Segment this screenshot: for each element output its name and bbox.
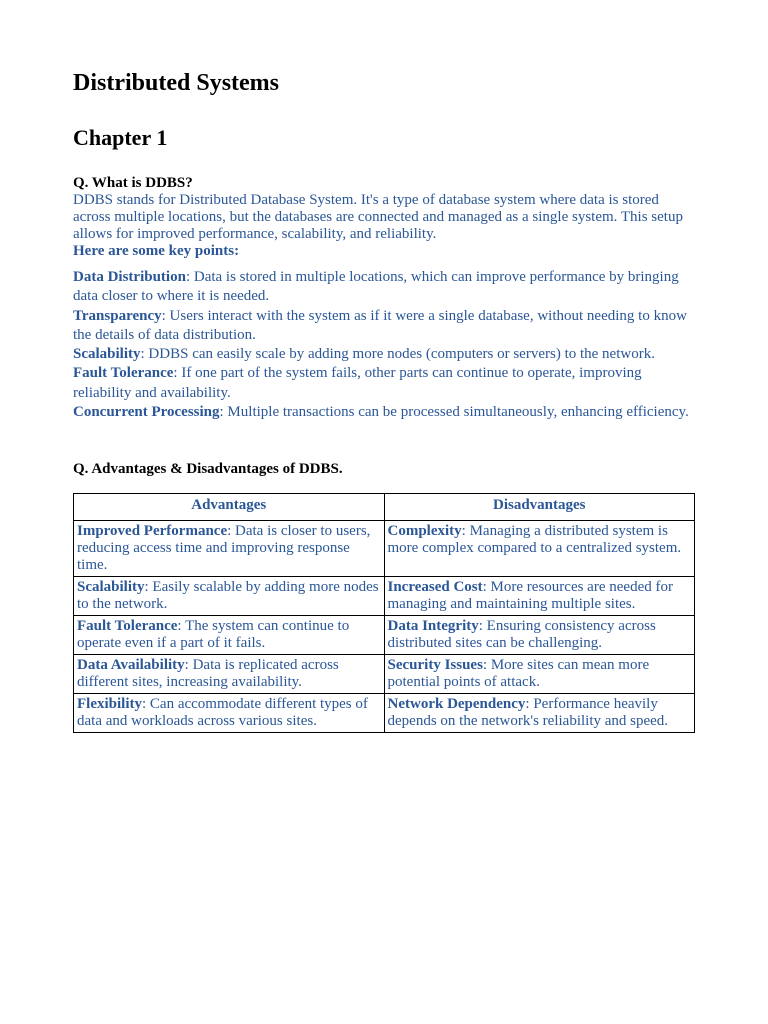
disadvantage-text: : Performance heavily depends on the network's reliability and speed. bbox=[387, 696, 669, 729]
disadvantage-text: : More sites can mean more potential points of attack. bbox=[387, 657, 650, 690]
question-1-section bbox=[73, 175, 693, 260]
table-row bbox=[74, 655, 695, 694]
advantage-text: : Can accommodate different types of data and workloads across various sites. bbox=[77, 696, 368, 729]
table-row bbox=[74, 521, 695, 577]
advantages-disadvantages-table bbox=[73, 493, 695, 733]
key-point-term: Fault Tolerance bbox=[73, 365, 174, 382]
question-1-intro: DDBS stands for Distributed Database System. It's a type of database system where data is stored across multiple locations, but the databases are connected and managed as a single system. This setup allows for improved performance, scalability, and reliability. bbox=[73, 192, 683, 242]
key-point bbox=[73, 364, 693, 403]
disadvantage-text: : Ensuring consistency across distributed sites can be challenging. bbox=[387, 618, 656, 651]
table-header-row bbox=[74, 494, 695, 521]
advantage-text: : Data is closer to users, reducing access time and improving response time. bbox=[77, 523, 371, 573]
advantage-term: Fault Tolerance bbox=[77, 618, 178, 634]
disadvantage-text: : More resources are needed for managing and maintaining multiple sites. bbox=[387, 579, 673, 612]
advantage-text: : Easily scalable by adding more nodes to the network. bbox=[77, 579, 379, 612]
disadvantage-cell bbox=[384, 694, 695, 733]
key-point-text: : If one part of the system fails, other parts can continue to operate, improving reliability and availability. bbox=[73, 365, 642, 401]
chapter-heading: Chapter 1 bbox=[73, 125, 168, 150]
key-point-text: : DDBS can easily scale by adding more nodes (computers or servers) to the network. bbox=[140, 346, 655, 363]
advantage-text: : Data is replicated across different sites, increasing availability. bbox=[77, 657, 339, 690]
advantage-term: Data Availability bbox=[77, 657, 185, 673]
key-point-term: Scalability bbox=[73, 346, 141, 363]
key-points-heading: Here are some key points: bbox=[73, 243, 240, 259]
advantage-term: Improved Performance bbox=[77, 523, 228, 539]
key-point bbox=[73, 268, 693, 307]
table-row bbox=[74, 616, 695, 655]
advantage-cell bbox=[74, 655, 385, 694]
key-point-term: Concurrent Processing bbox=[73, 404, 220, 421]
disadvantages-header: Disadvantages bbox=[384, 494, 695, 521]
disadvantage-term: Increased Cost bbox=[387, 579, 483, 595]
disadvantage-cell bbox=[384, 521, 695, 577]
key-point-text: : Users interact with the system as if it were a single database, without needing to know the details of data distribution. bbox=[73, 307, 687, 343]
key-point-text: : Data is stored in multiple locations, which can improve performance by bringing data closer to where it is needed. bbox=[73, 269, 679, 305]
disadvantage-cell bbox=[384, 655, 695, 694]
advantage-cell bbox=[74, 694, 385, 733]
advantage-cell bbox=[74, 577, 385, 616]
advantage-text: : The system can continue to operate even if a part of it fails. bbox=[77, 618, 350, 651]
advantage-cell bbox=[74, 616, 385, 655]
table-row bbox=[74, 577, 695, 616]
disadvantage-text: : Managing a distributed system is more complex compared to a centralized system. bbox=[387, 523, 682, 556]
disadvantage-term: Complexity bbox=[387, 523, 462, 539]
question-1-title: Q. What is DDBS? bbox=[73, 175, 193, 191]
disadvantage-term: Security Issues bbox=[387, 657, 483, 673]
key-point bbox=[73, 307, 693, 346]
advantage-term: Flexibility bbox=[77, 696, 142, 712]
advantage-term: Scalability bbox=[77, 579, 145, 595]
key-point-term: Transparency bbox=[73, 307, 162, 324]
question-2-title: Q. Advantages & Disadvantages of DDBS. bbox=[73, 461, 343, 477]
disadvantage-term: Data Integrity bbox=[387, 618, 479, 634]
key-point bbox=[73, 403, 693, 422]
key-points-list bbox=[73, 268, 693, 422]
key-point bbox=[73, 345, 693, 364]
disadvantage-cell bbox=[384, 577, 695, 616]
advantage-cell bbox=[74, 521, 385, 577]
advantages-header: Advantages bbox=[74, 494, 385, 521]
document-title: Distributed Systems bbox=[73, 70, 280, 96]
key-point-text: : Multiple transactions can be processed simultaneously, enhancing efficiency. bbox=[219, 404, 689, 421]
disadvantage-cell bbox=[384, 616, 695, 655]
disadvantage-term: Network Dependency bbox=[387, 696, 526, 712]
table-row bbox=[74, 694, 695, 733]
key-point-term: Data Distribution bbox=[73, 269, 186, 285]
